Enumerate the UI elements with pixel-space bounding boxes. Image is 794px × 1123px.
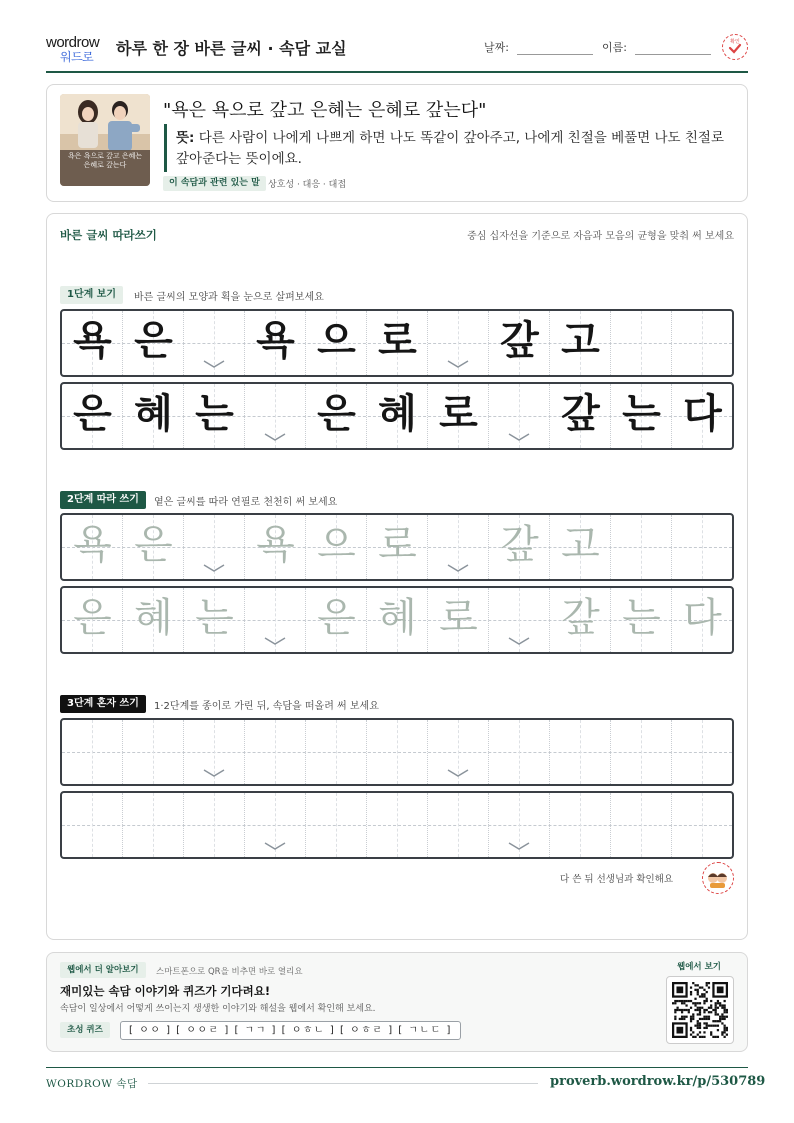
practice-character: 고 [561, 522, 600, 568]
practice-hint: 중심 십자선을 기준으로 자음과 모음의 균형을 맞춰 써 보세요 [467, 231, 734, 242]
writing-cell[interactable] [672, 515, 733, 579]
cell-center-line [336, 720, 337, 784]
cell-center-line [641, 720, 642, 784]
wordrow-logo[interactable] [46, 34, 108, 62]
writing-cell[interactable] [672, 311, 733, 375]
writing-cell[interactable] [245, 720, 306, 784]
word-space-icon [446, 563, 470, 573]
writing-cell[interactable] [245, 588, 306, 652]
writing-cell[interactable] [611, 793, 672, 857]
writing-cell[interactable] [672, 793, 733, 857]
practice-character: 은 [134, 318, 173, 364]
writing-cell[interactable] [123, 311, 184, 375]
practice-character: 로 [439, 391, 478, 437]
logo-korean: 워드로 [60, 50, 94, 64]
practice-character: 혜 [378, 391, 417, 437]
practice-title: 바른 글씨 따라쓰기 [60, 228, 157, 242]
practice-character: 욕 [256, 522, 295, 568]
page-title: 하루 한 장 바른 글씨 · 속담 교실 [116, 39, 347, 58]
writing-cell[interactable] [306, 793, 367, 857]
qr-code-icon [672, 982, 728, 1038]
cell-center-line [275, 720, 276, 784]
practice-character: 로 [378, 318, 417, 364]
word-space-icon [507, 432, 531, 442]
writing-cell[interactable] [123, 384, 184, 448]
practice-character: 혜 [134, 391, 173, 437]
practice-character: 는 [195, 391, 234, 437]
writing-cell[interactable] [428, 720, 489, 784]
writing-cell[interactable] [428, 793, 489, 857]
writing-cell[interactable] [489, 311, 550, 375]
practice-character: 으 [317, 522, 356, 568]
date-field[interactable] [484, 39, 593, 55]
practice-character: 갚 [561, 595, 600, 641]
cell-center-line [580, 793, 581, 857]
writing-cell[interactable] [62, 515, 123, 579]
cell-center-line [641, 793, 642, 857]
word-space-icon [202, 768, 226, 778]
practice-character: 갚 [561, 391, 600, 437]
writing-cell[interactable] [489, 588, 550, 652]
writing-cell[interactable] [672, 720, 733, 784]
writing-cell[interactable] [184, 588, 245, 652]
step3-desc: 1·2단계를 종이로 가린 뒤, 속담을 떠올려 써 보세요 [154, 701, 379, 712]
teacher-check-note: 다 쓴 뒤 선생님과 확인해요 [560, 874, 674, 885]
qr-label: 웹에서 보기 [676, 962, 721, 972]
practice-character: 는 [622, 595, 661, 641]
word-space-icon [446, 768, 470, 778]
writing-cell[interactable] [123, 720, 184, 784]
cell-center-line [519, 720, 520, 784]
word-space-icon [263, 841, 287, 851]
writing-cell[interactable] [367, 515, 428, 579]
step2-label: 2단계 따라 쓰기 [60, 491, 146, 509]
writing-cell[interactable] [367, 720, 428, 784]
writing-cell[interactable] [184, 311, 245, 375]
writing-cell[interactable] [489, 720, 550, 784]
cell-center-line [153, 720, 154, 784]
cell-center-line [702, 793, 703, 857]
cell-center-line [92, 793, 93, 857]
practice-character: 는 [622, 391, 661, 437]
practice-character: 은 [73, 595, 112, 641]
proverb-illustration[interactable] [60, 94, 150, 186]
writing-cell[interactable] [306, 720, 367, 784]
practice-character: 은 [134, 522, 173, 568]
writing-cell[interactable] [611, 311, 672, 375]
word-space-icon [507, 841, 531, 851]
cell-center-line [92, 720, 93, 784]
practice-character: 혜 [134, 595, 173, 641]
writing-cell[interactable] [611, 588, 672, 652]
step3-label: 3단계 혼자 쓰기 [60, 695, 146, 713]
meaning-text: 다른 사람이 나에게 나쁘게 하면 나도 똑같이 갚아주고, 나에게 친절을 베풀면 나도 친절로 갚아준다는 뜻이에요. [176, 130, 725, 167]
chosung-quiz: [ ㅇㅇ ] [ ㅇㅇㄹ ] [ ㄱㄱ ] [ ㅇㅎㄴ ] [ ㅇㅎㄹ ] [ ㄱㄴㄷ ] [120, 1021, 461, 1040]
writing-cell[interactable] [62, 793, 123, 857]
checkmark-icon [725, 37, 745, 57]
practice-character: 로 [439, 595, 478, 641]
footer-url[interactable]: proverb.wordrow.kr/p/530789 [550, 1074, 766, 1089]
word-space-icon [202, 563, 226, 573]
writing-cell[interactable] [245, 515, 306, 579]
date-input-line[interactable] [517, 43, 593, 55]
writing-cell[interactable] [428, 384, 489, 448]
web-hint: 스마트폰으로 QR을 비추면 바로 열리요 [156, 967, 303, 977]
related-words-label: 이 속담과 관련 있는 말 [163, 176, 266, 191]
practice-character: 은 [317, 595, 356, 641]
writing-cell[interactable] [672, 384, 733, 448]
practice-row[interactable] [60, 513, 734, 581]
cell-center-line [214, 793, 215, 857]
web-label: 웹에서 더 알아보기 [60, 962, 146, 978]
writing-cell[interactable] [550, 515, 611, 579]
practice-character: 혜 [378, 595, 417, 641]
writing-cell[interactable] [489, 793, 550, 857]
writing-cell[interactable] [184, 793, 245, 857]
writing-cell[interactable] [428, 311, 489, 375]
writing-cell[interactable] [306, 311, 367, 375]
teacher-stamp-icon [703, 863, 732, 892]
cell-center-line [458, 793, 459, 857]
logo-wordmark: wordrow [46, 34, 100, 51]
practice-character: 욕 [73, 318, 112, 364]
writing-cell[interactable] [489, 515, 550, 579]
practice-character: 욕 [256, 318, 295, 364]
cell-center-line [397, 720, 398, 784]
writing-cell[interactable] [367, 588, 428, 652]
writing-cell[interactable] [611, 720, 672, 784]
writing-cell[interactable] [123, 793, 184, 857]
writing-cell[interactable] [62, 720, 123, 784]
writing-cell[interactable] [123, 588, 184, 652]
practice-character: 고 [561, 318, 600, 364]
writing-cell[interactable] [245, 384, 306, 448]
writing-cell[interactable] [428, 515, 489, 579]
practice-row [60, 382, 734, 450]
word-space-icon [263, 636, 287, 646]
writing-cell[interactable] [428, 588, 489, 652]
writing-cell[interactable] [184, 720, 245, 784]
qr-code[interactable] [666, 976, 734, 1044]
practice-character: 갚 [500, 318, 539, 364]
badge-text: 확인 [730, 39, 740, 45]
cell-center-line [702, 720, 703, 784]
name-label: 이름: [602, 41, 627, 54]
cell-center-line [153, 793, 154, 857]
footer-brand: WORDROW 속담 [46, 1078, 138, 1090]
writing-cell[interactable] [367, 311, 428, 375]
writing-cell[interactable] [550, 588, 611, 652]
practice-character: 갚 [500, 522, 539, 568]
word-space-icon [507, 636, 531, 646]
quiz-label: 초성 퀴즈 [60, 1022, 110, 1038]
writing-cell[interactable] [245, 793, 306, 857]
writing-cell[interactable] [550, 720, 611, 784]
cell-center-line [641, 515, 642, 579]
teacher-stamp [702, 862, 734, 894]
proverb-meaning [176, 128, 736, 170]
footer-line [148, 1083, 538, 1084]
writing-cell[interactable] [550, 311, 611, 375]
footer-divider [46, 1067, 748, 1068]
writing-cell[interactable] [306, 515, 367, 579]
practice-character: 는 [195, 595, 234, 641]
web-title: 재미있는 속담 이야기와 퀴즈가 기다려요! [60, 984, 271, 998]
practice-character: 은 [317, 391, 356, 437]
writing-cell[interactable] [672, 588, 733, 652]
writing-cell[interactable] [367, 384, 428, 448]
practice-character: 욕 [73, 522, 112, 568]
check-badge [722, 34, 748, 60]
writing-cell[interactable] [306, 384, 367, 448]
writing-cell[interactable] [550, 793, 611, 857]
meaning-label: 뜻: [176, 130, 195, 146]
cell-center-line [702, 311, 703, 375]
proverb-text: "욕은 욕으로 갚고 은혜는 은혜로 갚는다" [163, 100, 487, 121]
cell-center-line [641, 311, 642, 375]
writing-cell[interactable] [245, 311, 306, 375]
writing-cell[interactable] [123, 515, 184, 579]
step1-desc: 바른 글씨의 모양과 획을 눈으로 살펴보세요 [134, 292, 324, 303]
word-space-icon [446, 359, 470, 369]
name-field[interactable] [602, 39, 711, 55]
writing-cell[interactable] [62, 588, 123, 652]
writing-cell[interactable] [611, 515, 672, 579]
practice-character: 으 [317, 318, 356, 364]
practice-character: 은 [73, 391, 112, 437]
writing-cell[interactable] [184, 384, 245, 448]
meaning-accent-bar [164, 124, 167, 172]
practice-row [60, 309, 734, 377]
word-space-icon [263, 432, 287, 442]
writing-cell[interactable] [611, 384, 672, 448]
step1-label: 1단계 보기 [60, 286, 123, 304]
cell-center-line [336, 793, 337, 857]
practice-character: 로 [378, 522, 417, 568]
practice-row[interactable] [60, 586, 734, 654]
illustration-caption: 욕은 욕으로 갚고 은혜는 은혜로 갚는다 [67, 152, 143, 169]
writing-cell[interactable] [489, 384, 550, 448]
header-divider [46, 71, 748, 73]
writing-cell[interactable] [306, 588, 367, 652]
step2-desc: 옅은 글씨를 따라 연필로 천천히 써 보세요 [154, 497, 338, 508]
cell-center-line [702, 515, 703, 579]
word-space-icon [202, 359, 226, 369]
writing-cell[interactable] [62, 384, 123, 448]
web-desc: 속담이 일상에서 어떻게 쓰이는지 생생한 이야기와 해설을 웹에서 확인해 보세요. [60, 1004, 376, 1014]
practice-row[interactable] [60, 791, 734, 859]
practice-character: 다 [683, 391, 722, 437]
writing-cell[interactable] [62, 311, 123, 375]
practice-row[interactable] [60, 718, 734, 786]
writing-cell[interactable] [367, 793, 428, 857]
name-input-line[interactable] [635, 43, 711, 55]
related-words: 상호성 · 대응 · 대접 [268, 180, 347, 190]
writing-cell[interactable] [550, 384, 611, 448]
cell-center-line [397, 793, 398, 857]
cell-center-line [580, 720, 581, 784]
practice-character: 다 [683, 595, 722, 641]
date-label: 날짜: [484, 41, 509, 54]
writing-cell[interactable] [184, 515, 245, 579]
